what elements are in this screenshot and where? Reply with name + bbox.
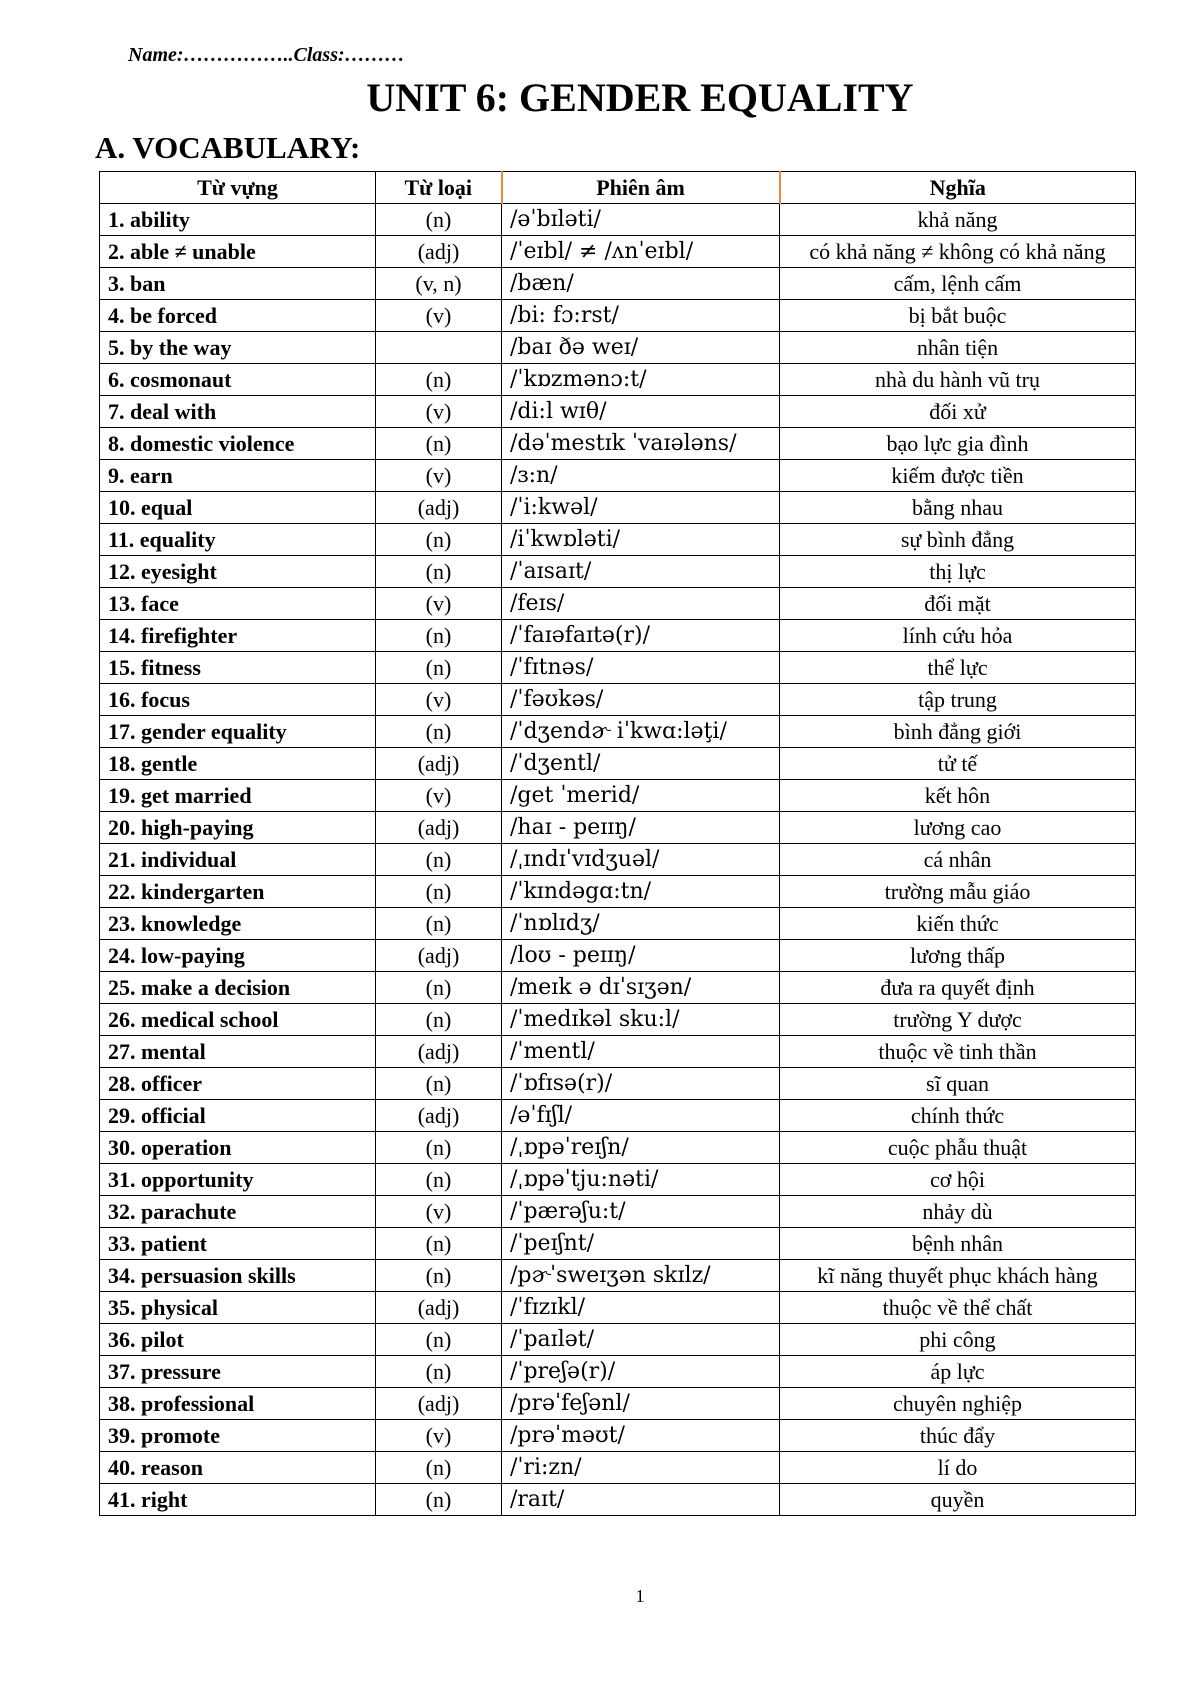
- pronunciation-cell: /raɪt/: [502, 1484, 780, 1516]
- pronunciation-cell: /ˌɪndɪˈvɪdʒuəl/: [502, 844, 780, 876]
- part-of-speech-cell: (v): [376, 684, 502, 716]
- meaning-cell: kiến thức: [780, 908, 1136, 940]
- meaning-cell: kết hôn: [780, 780, 1136, 812]
- part-of-speech-cell: (adj): [376, 492, 502, 524]
- table-row: [100, 1452, 1136, 1484]
- column-header-word: Từ vựng: [100, 172, 376, 204]
- table-header-row: [100, 172, 1136, 204]
- word-cell: 36. pilot: [100, 1324, 376, 1356]
- part-of-speech-cell: (n): [376, 972, 502, 1004]
- pronunciation-cell: /dəˈmestɪk ˈvaɪələns/: [502, 428, 780, 460]
- word-cell: 21. individual: [100, 844, 376, 876]
- table-row: [100, 652, 1136, 684]
- word-cell: 23. knowledge: [100, 908, 376, 940]
- part-of-speech-cell: (n): [376, 1260, 502, 1292]
- pronunciation-cell: /ˈri:zn/: [502, 1452, 780, 1484]
- word-cell: 33. patient: [100, 1228, 376, 1260]
- word-cell: 13. face: [100, 588, 376, 620]
- part-of-speech-cell: (n): [376, 1484, 502, 1516]
- table-row: [100, 1132, 1136, 1164]
- vocabulary-table: [99, 171, 1136, 1516]
- part-of-speech-cell: (n): [376, 652, 502, 684]
- meaning-cell: cơ hội: [780, 1164, 1136, 1196]
- meaning-cell: thúc đẩy: [780, 1420, 1136, 1452]
- word-cell: 7. deal with: [100, 396, 376, 428]
- word-cell: 40. reason: [100, 1452, 376, 1484]
- word-cell: 20. high-paying: [100, 812, 376, 844]
- table-row: [100, 1260, 1136, 1292]
- pronunciation-cell: /ˌɒpəˈreɪʃn/: [502, 1132, 780, 1164]
- pronunciation-cell: /ˈɒfɪsə(r)/: [502, 1068, 780, 1100]
- part-of-speech-cell: (adj): [376, 812, 502, 844]
- word-cell: 26. medical school: [100, 1004, 376, 1036]
- word-cell: 31. opportunity: [100, 1164, 376, 1196]
- pronunciation-cell: /meɪk ə dɪˈsɪʒən/: [502, 972, 780, 1004]
- table-row: [100, 1036, 1136, 1068]
- part-of-speech-cell: (adj): [376, 1388, 502, 1420]
- part-of-speech-cell: (n): [376, 1228, 502, 1260]
- table-row: [100, 908, 1136, 940]
- meaning-cell: trường Y dược: [780, 1004, 1136, 1036]
- table-row: [100, 1068, 1136, 1100]
- word-cell: 24. low-paying: [100, 940, 376, 972]
- page-title: UNIT 6: GENDER EQUALITY: [366, 75, 914, 120]
- table-body: [100, 204, 1136, 1516]
- word-cell: 14. firefighter: [100, 620, 376, 652]
- table-row: [100, 236, 1136, 268]
- word-cell: 11. equality: [100, 524, 376, 556]
- table-row: [100, 1292, 1136, 1324]
- word-cell: 34. persuasion skills: [100, 1260, 376, 1292]
- meaning-cell: thuộc về thể chất: [780, 1292, 1136, 1324]
- pronunciation-cell: /prəˈməʊt/: [502, 1420, 780, 1452]
- pronunciation-cell: /əˈbɪləti/: [502, 204, 780, 236]
- pronunciation-cell: /ˈmedɪkəl sku:l/: [502, 1004, 780, 1036]
- part-of-speech-cell: (adj): [376, 940, 502, 972]
- table-row: [100, 588, 1136, 620]
- meaning-cell: chuyên nghiệp: [780, 1388, 1136, 1420]
- meaning-cell: đối mặt: [780, 588, 1136, 620]
- part-of-speech-cell: (n): [376, 556, 502, 588]
- word-cell: 35. physical: [100, 1292, 376, 1324]
- pronunciation-cell: /get ˈmerid/: [502, 780, 780, 812]
- part-of-speech-cell: (n): [376, 844, 502, 876]
- meaning-cell: bằng nhau: [780, 492, 1136, 524]
- part-of-speech-cell: (v): [376, 588, 502, 620]
- pronunciation-cell: /bæn/: [502, 268, 780, 300]
- name-class-line: Name:……………..Class:………: [128, 44, 405, 66]
- word-cell: 29. official: [100, 1100, 376, 1132]
- pronunciation-cell: /feɪs/: [502, 588, 780, 620]
- part-of-speech-cell: (n): [376, 1068, 502, 1100]
- word-cell: 6. cosmonaut: [100, 364, 376, 396]
- pronunciation-cell: /haɪ - peɪɪŋ/: [502, 812, 780, 844]
- table-row: [100, 492, 1136, 524]
- word-cell: 37. pressure: [100, 1356, 376, 1388]
- pronunciation-cell: /ˈkɒzmənɔ:t/: [502, 364, 780, 396]
- table-row: [100, 556, 1136, 588]
- meaning-cell: áp lực: [780, 1356, 1136, 1388]
- part-of-speech-cell: (n): [376, 620, 502, 652]
- part-of-speech-cell: (n): [376, 1132, 502, 1164]
- meaning-cell: trường mẫu giáo: [780, 876, 1136, 908]
- part-of-speech-cell: (n): [376, 716, 502, 748]
- table-row: [100, 524, 1136, 556]
- table-row: [100, 1324, 1136, 1356]
- word-cell: 2. able ≠ unable: [100, 236, 376, 268]
- pronunciation-cell: /ˈaɪsaɪt/: [502, 556, 780, 588]
- pronunciation-cell: /ˈi:kwəl/: [502, 492, 780, 524]
- part-of-speech-cell: (v): [376, 780, 502, 812]
- pronunciation-cell: /ˈpreʃə(r)/: [502, 1356, 780, 1388]
- meaning-cell: nhân tiện: [780, 332, 1136, 364]
- word-cell: 19. get married: [100, 780, 376, 812]
- table-row: [100, 684, 1136, 716]
- pronunciation-cell: /loʊ - peɪɪŋ/: [502, 940, 780, 972]
- column-header-pos: Từ loại: [376, 172, 502, 204]
- table-row: [100, 1388, 1136, 1420]
- part-of-speech-cell: (adj): [376, 1292, 502, 1324]
- pronunciation-cell: /pɚˈsweɪʒən skɪlz/: [502, 1260, 780, 1292]
- meaning-cell: phi công: [780, 1324, 1136, 1356]
- meaning-cell: lính cứu hỏa: [780, 620, 1136, 652]
- page-number: 1: [635, 1586, 645, 1606]
- pronunciation-cell: /ˈpaɪlət/: [502, 1324, 780, 1356]
- word-cell: 5. by the way: [100, 332, 376, 364]
- table-row: [100, 780, 1136, 812]
- word-cell: 41. right: [100, 1484, 376, 1516]
- pronunciation-cell: /iˈkwɒləti/: [502, 524, 780, 556]
- pronunciation-cell: /ɜ:n/: [502, 460, 780, 492]
- part-of-speech-cell: (n): [376, 524, 502, 556]
- meaning-cell: bình đẳng giới: [780, 716, 1136, 748]
- table-row: [100, 844, 1136, 876]
- table-row: [100, 1100, 1136, 1132]
- pronunciation-cell: /bi: fɔ:rst/: [502, 300, 780, 332]
- word-cell: 30. operation: [100, 1132, 376, 1164]
- word-cell: 28. officer: [100, 1068, 376, 1100]
- word-cell: 1. ability: [100, 204, 376, 236]
- meaning-cell: lí do: [780, 1452, 1136, 1484]
- pronunciation-cell: /di:l wɪθ/: [502, 396, 780, 428]
- table-row: [100, 1228, 1136, 1260]
- pronunciation-cell: /ˈmentl/: [502, 1036, 780, 1068]
- pronunciation-cell: /prəˈfeʃənl/: [502, 1388, 780, 1420]
- pronunciation-cell: /ˈfaɪəfaɪtə(r)/: [502, 620, 780, 652]
- meaning-cell: bị bắt buộc: [780, 300, 1136, 332]
- pronunciation-cell: /ˈfɪtnəs/: [502, 652, 780, 684]
- part-of-speech-cell: (v): [376, 396, 502, 428]
- meaning-cell: đối xử: [780, 396, 1136, 428]
- word-cell: 32. parachute: [100, 1196, 376, 1228]
- meaning-cell: quyền: [780, 1484, 1136, 1516]
- pronunciation-cell: /ˈfɪzɪkl/: [502, 1292, 780, 1324]
- table-row: [100, 460, 1136, 492]
- table-row: [100, 364, 1136, 396]
- meaning-cell: thuộc về tinh thần: [780, 1036, 1136, 1068]
- meaning-cell: thị lực: [780, 556, 1136, 588]
- meaning-cell: khả năng: [780, 204, 1136, 236]
- part-of-speech-cell: (n): [376, 364, 502, 396]
- section-heading: A. VOCABULARY:: [95, 130, 361, 165]
- part-of-speech-cell: (n): [376, 908, 502, 940]
- word-cell: 16. focus: [100, 684, 376, 716]
- table-row: [100, 1004, 1136, 1036]
- part-of-speech-cell: (adj): [376, 1036, 502, 1068]
- meaning-cell: cấm, lệnh cấm: [780, 268, 1136, 300]
- pronunciation-cell: /ˈfəʊkəs/: [502, 684, 780, 716]
- pronunciation-cell: /ˈkɪndəgɑ:tn/: [502, 876, 780, 908]
- table-row: [100, 620, 1136, 652]
- word-cell: 4. be forced: [100, 300, 376, 332]
- part-of-speech-cell: (n): [376, 1324, 502, 1356]
- pronunciation-cell: /ˌɒpəˈtju:nəti/: [502, 1164, 780, 1196]
- part-of-speech-cell: (adj): [376, 1100, 502, 1132]
- table-row: [100, 1196, 1136, 1228]
- meaning-cell: cuộc phẫu thuật: [780, 1132, 1136, 1164]
- table-row: [100, 748, 1136, 780]
- meaning-cell: nhảy dù: [780, 1196, 1136, 1228]
- part-of-speech-cell: (n): [376, 1004, 502, 1036]
- part-of-speech-cell: (n): [376, 1452, 502, 1484]
- meaning-cell: đưa ra quyết định: [780, 972, 1136, 1004]
- part-of-speech-cell: (v): [376, 300, 502, 332]
- table-row: [100, 940, 1136, 972]
- meaning-cell: thể lực: [780, 652, 1136, 684]
- pronunciation-cell: /ˈpærəʃu:t/: [502, 1196, 780, 1228]
- meaning-cell: bạo lực gia đình: [780, 428, 1136, 460]
- meaning-cell: tử tế: [780, 748, 1136, 780]
- word-cell: 39. promote: [100, 1420, 376, 1452]
- word-cell: 15. fitness: [100, 652, 376, 684]
- table-row: [100, 1420, 1136, 1452]
- part-of-speech-cell: (n): [376, 1164, 502, 1196]
- meaning-cell: lương cao: [780, 812, 1136, 844]
- table-row: [100, 716, 1136, 748]
- word-cell: 3. ban: [100, 268, 376, 300]
- meaning-cell: kĩ năng thuyết phục khách hàng: [780, 1260, 1136, 1292]
- pronunciation-cell: /ˈnɒlɪdʒ/: [502, 908, 780, 940]
- part-of-speech-cell: (v): [376, 460, 502, 492]
- part-of-speech-cell: (v, n): [376, 268, 502, 300]
- pronunciation-cell: /ˈdʒendɚ iˈkwɑ:ləţi/: [502, 716, 780, 748]
- word-cell: 18. gentle: [100, 748, 376, 780]
- word-cell: 27. mental: [100, 1036, 376, 1068]
- word-cell: 22. kindergarten: [100, 876, 376, 908]
- part-of-speech-cell: (v): [376, 1196, 502, 1228]
- table-row: [100, 1356, 1136, 1388]
- pronunciation-cell: /ˈeɪbl/ ≠ /ʌnˈeɪbl/: [502, 236, 780, 268]
- part-of-speech-cell: (v): [376, 1420, 502, 1452]
- meaning-cell: có khả năng ≠ không có khả năng: [780, 236, 1136, 268]
- table-row: [100, 300, 1136, 332]
- meaning-cell: cá nhân: [780, 844, 1136, 876]
- table-row: [100, 812, 1136, 844]
- part-of-speech-cell: [376, 332, 502, 364]
- part-of-speech-cell: (n): [376, 204, 502, 236]
- word-cell: 17. gender equality: [100, 716, 376, 748]
- column-header-ipa: Phiên âm: [502, 172, 780, 204]
- word-cell: 12. eyesight: [100, 556, 376, 588]
- meaning-cell: nhà du hành vũ trụ: [780, 364, 1136, 396]
- pronunciation-cell: /baɪ ðə weɪ/: [502, 332, 780, 364]
- pronunciation-cell: /əˈfɪʃl/: [502, 1100, 780, 1132]
- table-row: [100, 972, 1136, 1004]
- pronunciation-cell: /ˈpeɪʃnt/: [502, 1228, 780, 1260]
- table-row: [100, 876, 1136, 908]
- column-header-meaning: Nghĩa: [780, 172, 1136, 204]
- part-of-speech-cell: (adj): [376, 748, 502, 780]
- meaning-cell: tập trung: [780, 684, 1136, 716]
- table-row: [100, 428, 1136, 460]
- word-cell: 25. make a decision: [100, 972, 376, 1004]
- word-cell: 38. professional: [100, 1388, 376, 1420]
- meaning-cell: bệnh nhân: [780, 1228, 1136, 1260]
- word-cell: 8. domestic violence: [100, 428, 376, 460]
- table-row: [100, 204, 1136, 236]
- meaning-cell: sự bình đẳng: [780, 524, 1136, 556]
- table-row: [100, 1164, 1136, 1196]
- part-of-speech-cell: (n): [376, 1356, 502, 1388]
- table-row: [100, 396, 1136, 428]
- meaning-cell: chính thức: [780, 1100, 1136, 1132]
- table-row: [100, 332, 1136, 364]
- word-cell: 9. earn: [100, 460, 376, 492]
- table-row: [100, 1484, 1136, 1516]
- pronunciation-cell: /ˈdʒentl/: [502, 748, 780, 780]
- part-of-speech-cell: (n): [376, 876, 502, 908]
- word-cell: 10. equal: [100, 492, 376, 524]
- meaning-cell: kiếm được tiền: [780, 460, 1136, 492]
- part-of-speech-cell: (adj): [376, 236, 502, 268]
- part-of-speech-cell: (n): [376, 428, 502, 460]
- meaning-cell: sĩ quan: [780, 1068, 1136, 1100]
- meaning-cell: lương thấp: [780, 940, 1136, 972]
- table-row: [100, 268, 1136, 300]
